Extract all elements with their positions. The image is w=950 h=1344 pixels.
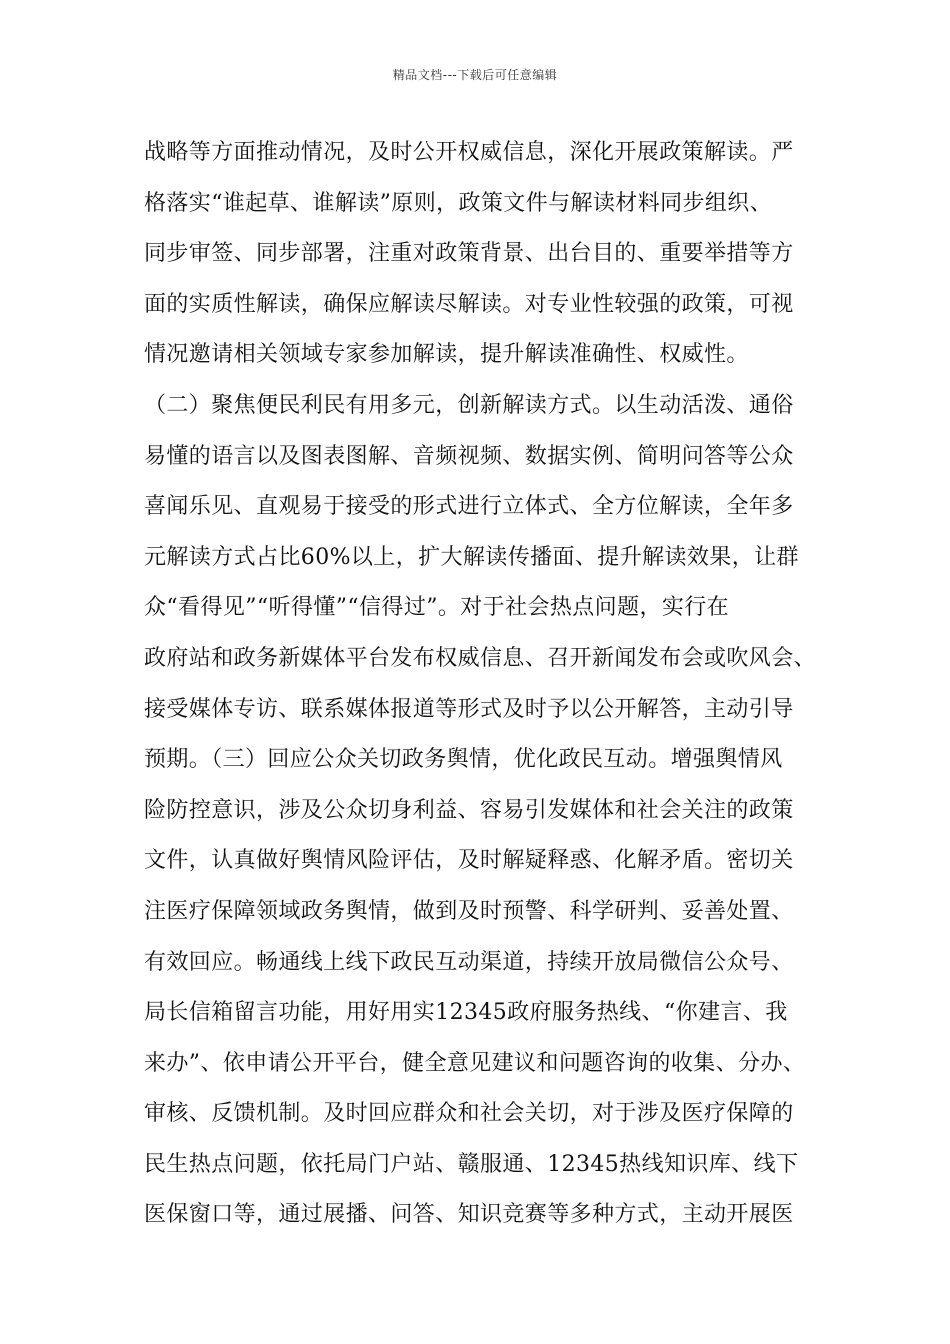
- text-line: 同步审签、同步部署，注重对政策背景、出台目的、重要举措等方: [144, 241, 794, 267]
- text-line: 险防控意识，涉及公众切身利益、容易引发媒体和社会关注的政策: [144, 797, 794, 823]
- document-body: [144, 128, 824, 1241]
- text-line: 众“看得见”“听得懂”“信得过”。对于社会热点问题，实行在: [144, 595, 730, 621]
- text-line: 医保窗口等，通过展播、问答、知识竞赛等多种方式，主动开展医: [144, 1202, 794, 1228]
- text-line: 喜闻乐见、直观易于接受的形式进行立体式、全方位解读，全年多: [144, 494, 794, 520]
- text-line: 战略等方面推动情况，及时公开权威信息，深化开展政策解读。严: [144, 140, 794, 165]
- text-line: 情况邀请相关领域专家参加解读，提升解读准确性、权威性。: [144, 342, 749, 368]
- text-line: 审核、反馈机制。及时回应群众和社会关切，对于涉及医疗保障的: [144, 1101, 794, 1127]
- text-line: 民生热点问题，依托局门户站、赣服通、12345热线知识库、线下: [144, 1151, 799, 1177]
- text-line: 政府站和政务新媒体平台发布权威信息、召开新闻发布会或吹风会、: [144, 645, 817, 671]
- text-line: 元解读方式占比60%以上，扩大解读传播面、提升解读效果，让群: [144, 544, 799, 570]
- text-line: 格落实“谁起草、谁解读”原则，政策文件与解读材料同步组织、: [144, 190, 773, 216]
- text-line: 注医疗保障领域政务舆情，做到及时预警、科学研判、妥善处置、: [144, 898, 794, 924]
- text-line: 接受媒体专访、联系媒体报道等形式及时予以公开解答，主动引导: [144, 696, 794, 722]
- text-line: 面的实质性解读，确保应解读尽解读。对专业性较强的政策，可视: [144, 291, 794, 317]
- text-line: （二）聚焦便民利民有用多元，创新解读方式。以生动活泼、通俗: [144, 392, 794, 418]
- text-line: 文件，认真做好舆情风险评估，及时解疑释惑、化解矛盾。密切关: [144, 848, 794, 874]
- document-header-watermark: 精品文档---下载后可任意编辑: [392, 68, 558, 82]
- text-line: 局长信箱留言功能，用好用实12345政府服务热线、“你建言、我: [144, 1000, 788, 1026]
- text-line: 来办”、依申请公开平台，健全意见建议和问题咨询的收集、分办、: [144, 1050, 806, 1076]
- text-line: 有效回应。畅通线上线下政民互动渠道，持续开放局微信公众号、: [144, 949, 794, 975]
- text-line: 易懂的语言以及图表图解、音频视频、数据实例、简明问答等公众: [144, 443, 794, 469]
- text-line: 预期。（三）回应公众关切政务舆情，优化政民互动。增强舆情风: [144, 747, 783, 773]
